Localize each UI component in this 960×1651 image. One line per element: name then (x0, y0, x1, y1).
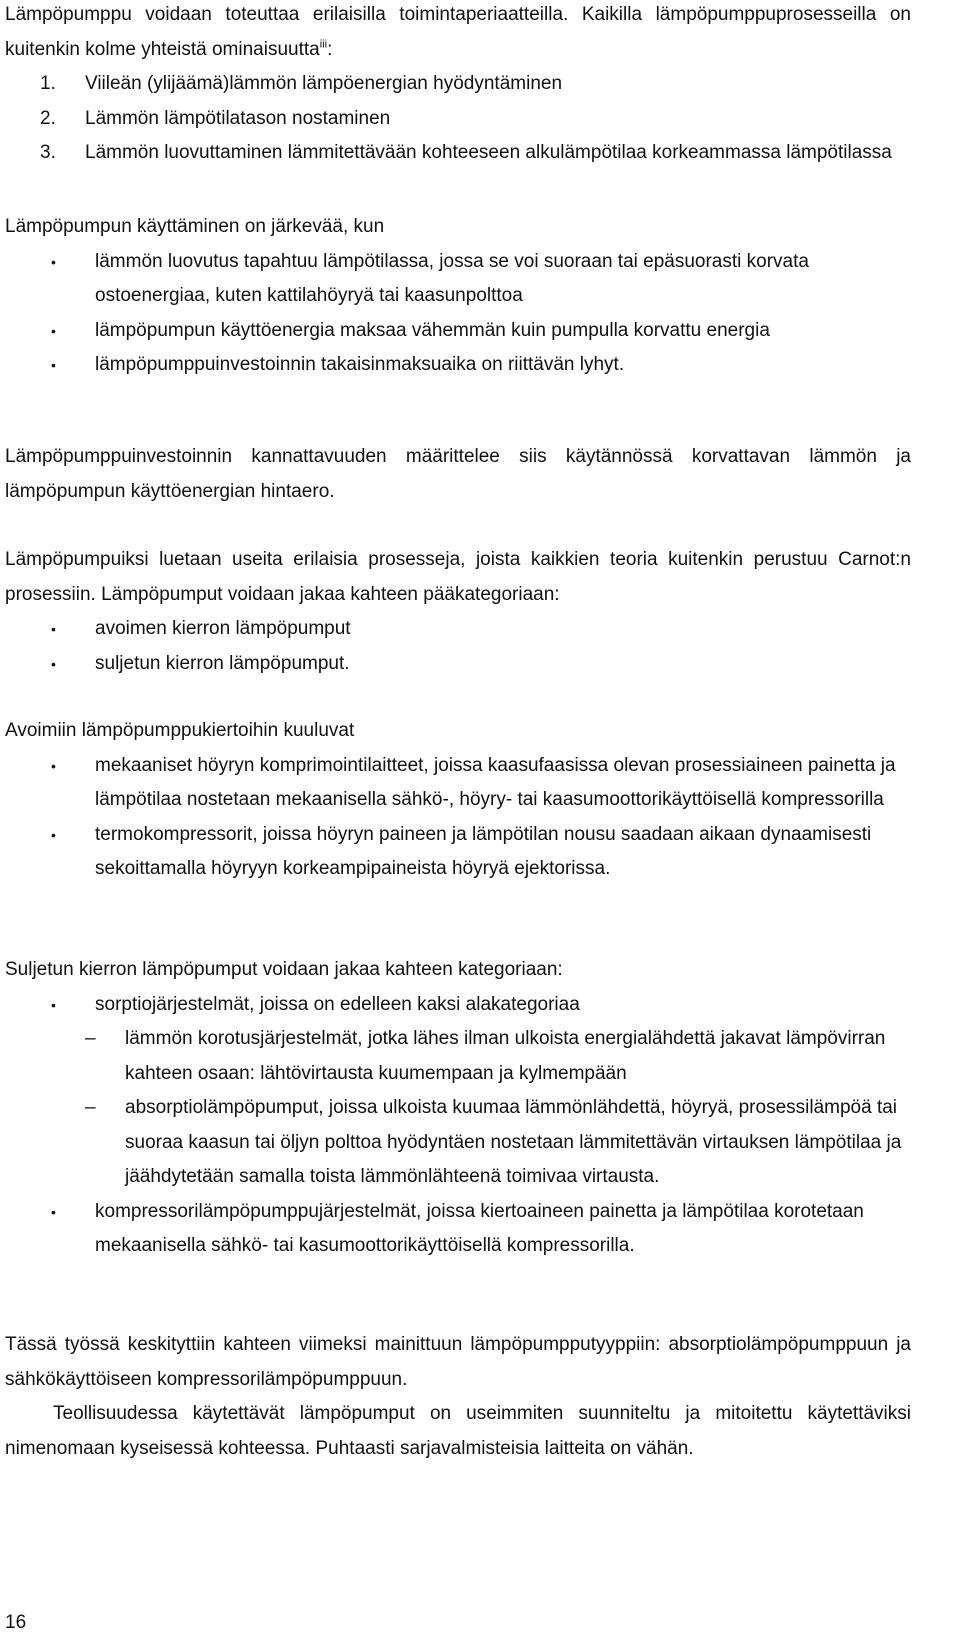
bullet-item (5, 1195, 911, 1264)
bullet-item (5, 348, 911, 383)
usage-section (5, 210, 911, 383)
list-item-text: Viileän (ylijäämä)lämmön lämpöenergian hyödyntäminen (85, 73, 563, 94)
intro-section (5, 0, 911, 171)
intro-colon: : (327, 38, 333, 60)
bullet-text: kompressorilämpöpumppujärjestelmät, joissa kiertoaineen painetta ja lämpötilaa korotetaan mekaanisella sähkö- tai kasumoottorikäyttöisellä kompressorilla. (95, 1200, 864, 1256)
sorption-subcategories (85, 1022, 911, 1195)
dash-icon: – (85, 1028, 96, 1049)
bullet-text: lämmön luovutus tapahtuu lämpötilassa, jossa se voi suoraan tai epäsuorasti korvata ostoenergiaa, kuten kattilahöyryä tai kaasunpolttoa (95, 250, 809, 306)
list-item (5, 136, 911, 171)
categories-lead: Lämpöpumpuiksi luetaan useita erilaisia prosesseja, joista kaikkien teoria kuitenkin perustuu Carnot:n prosessiin. Lämpöpumput voidaan jakaa kahteen pääkategoriaan: (5, 549, 911, 605)
bullet-icon: • (51, 253, 56, 270)
bullet-text: sorptiojärjestelmät, joissa on edelleen kaksi alakategoriaa (95, 993, 580, 1015)
bullet-item (5, 314, 911, 349)
profitability-paragraph: Lämpöpumppuinvestoinnin kannattavuuden määrittelee siis käytännössä korvattavan lämmön ja lämpöpumpun käyttöenergian hintaero. (5, 446, 911, 502)
closed-cycle-section (5, 953, 911, 1264)
dash-icon: – (85, 1097, 96, 1118)
list-number: 3. (40, 142, 56, 163)
focus-section (5, 1328, 911, 1466)
bullet-item (5, 245, 911, 314)
bullet-text: suljetun kierron lämpöpumput. (95, 652, 350, 674)
bullet-text: lämpöpumppuinvestoinnin takaisinmaksuaika on riittävän lyhyt. (95, 354, 625, 375)
closed-cycle-bullets (5, 988, 911, 1264)
properties-list (5, 67, 911, 171)
intro-text: Lämpöpumppu voidaan toteuttaa erilaisilla toimintaperiaatteilla. Kaikilla lämpöpumppuprosesseilla on kuitenkin kolme yhteistä ominaisuutta (5, 4, 911, 60)
list-item (5, 102, 911, 137)
list-item (5, 67, 911, 102)
bullet-item (5, 749, 911, 818)
categories-bullets (5, 612, 911, 681)
bullet-item (5, 612, 911, 647)
bullet-text: termokompressorit, joissa höyryn paineen ja lämpötilan nousu saadaan aikaan dynaamisesti sekoittamalla höyryyn korkeampipaineista höyryä ejektorissa. (95, 823, 872, 879)
usage-lead: Lämpöpumpun käyttäminen on järkevää, kun (5, 216, 385, 237)
focus-paragraph: Tässä työssä keskityttiin kahteen viimeksi mainittuun lämpöpumpputyyppiin: absorptiolämpöpumppuun ja sähkökäyttöiseen kompressorilämpöpumppuun. (5, 1334, 911, 1390)
list-number: 1. (40, 73, 56, 94)
bullet-text: mekaaniset höyryn komprimointilaitteet, joissa kaasufaasissa olevan prosessiaineen painetta ja lämpötilaa nostetaan mekaanisella sähkö-, höyry- tai kaasumoottorikäyttöisellä kompressorilla (95, 754, 896, 810)
list-number: 2. (40, 107, 56, 129)
bullet-icon: • (51, 357, 56, 373)
bullet-icon: • (51, 826, 56, 843)
bullet-icon: • (51, 996, 56, 1013)
dash-text: absorptiolämpöpumput, joissa ulkoista kuumaa lämmönlähdettä, höyryä, prosessilämpöä tai suoraa kaasun tai öljyn polttoa hyödyntäen nostetaan lämmitettävän virtauksen lämpötilaa ja jäähdytetään samalla toista lämmönlähteenä toimivaa virtausta. (125, 1097, 902, 1187)
bullet-text: avoimen kierron lämpöpumput (95, 618, 351, 639)
categories-section (5, 543, 911, 681)
page-number: 16 (5, 1612, 27, 1633)
list-item-text: Lämmön lämpötilatason nostaminen (85, 107, 391, 129)
bullet-icon: • (51, 621, 56, 637)
footnote-ref[interactable]: iii (319, 38, 328, 51)
closed-cycle-lead: Suljetun kierron lämpöpumput voidaan jakaa kahteen kategoriaan: (5, 959, 563, 980)
bullet-item (5, 647, 911, 682)
bullet-icon: • (51, 757, 56, 774)
dash-item (85, 1022, 911, 1091)
bullet-item (5, 818, 911, 887)
list-item-text: Lämmön luovuttaminen lämmitettävään kohteeseen alkulämpötilaa korkeammassa lämpötilassa (85, 142, 892, 163)
open-cycle-bullets (5, 749, 911, 887)
bullet-icon: • (51, 322, 56, 339)
usage-bullets (5, 245, 911, 383)
open-cycle-lead: Avoimiin lämpöpumppukiertoihin kuuluvat (5, 720, 355, 741)
bullet-icon: • (51, 655, 56, 672)
bullet-item (5, 988, 911, 1195)
intro-paragraph (5, 0, 911, 67)
bullet-text: lämpöpumpun käyttöenergia maksaa vähemmän kuin pumpulla korvattu energia (95, 319, 770, 341)
bullet-icon: • (51, 1203, 56, 1220)
dash-text: lämmön korotusjärjestelmät, jotka lähes ilman ulkoista energialähdettä jakavat lämpövirran kahteen osaan: lähtövirtausta kuumempaan ja kylmempään (125, 1028, 886, 1084)
profitability-section (5, 440, 911, 509)
open-cycle-section (5, 714, 911, 887)
dash-item (85, 1091, 911, 1195)
industry-paragraph: Teollisuudessa käytettävät lämpöpumput on useimmiten suunniteltu ja mitoitettu käytettäviksi nimenomaan kyseisessä kohteessa. Puhtaasti sarjavalmisteisia laitteita on vähän. (5, 1403, 911, 1459)
